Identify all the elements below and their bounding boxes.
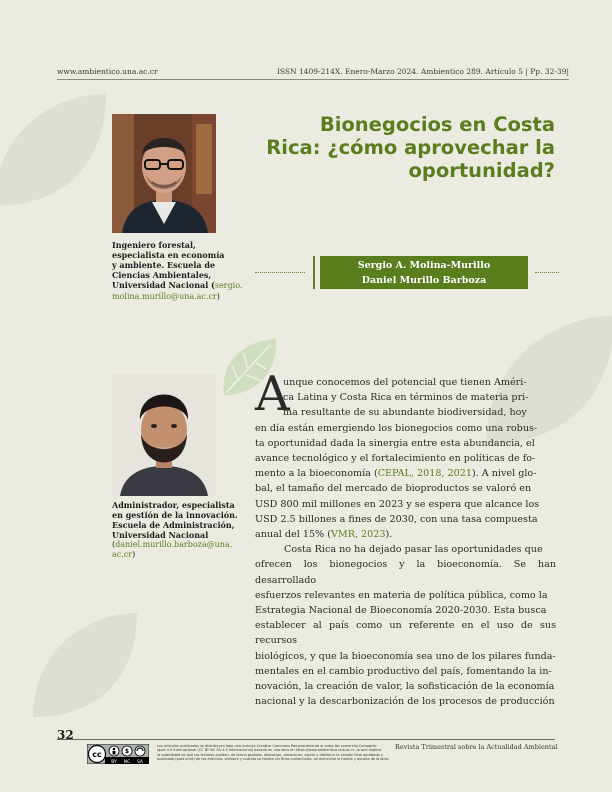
- background-leaf-icon: [20, 600, 150, 730]
- cc-nc-label: NC: [123, 760, 131, 764]
- article-title: [255, 113, 555, 182]
- text-span: anual del 15% (: [255, 529, 331, 541]
- author2-email-link[interactable]: daniel.murillo.barboza@una.: [115, 540, 233, 549]
- bio-line: y ambiente. Escuela de: [112, 260, 216, 270]
- text-line: ofrecen los bionegocios y la bioeconomía. Se han desarrollado: [255, 559, 556, 586]
- paragraph-1-indented: [283, 375, 556, 421]
- author2-email-link-cont[interactable]: ac.cr: [112, 550, 133, 559]
- text-line: en día están emergiendo los bionegocios como una robus-: [255, 422, 538, 434]
- page-number: 32: [57, 728, 74, 742]
- authors-dots-left: [255, 272, 305, 273]
- text-line: unque conocemos del potencial que tienen Améri-: [283, 377, 527, 388]
- bio-affiliation: Universidad Nacional (: [112, 280, 215, 290]
- bio-line: [112, 550, 262, 560]
- authors-dots-right: [535, 272, 559, 273]
- bio-line: Universidad Nacional: [112, 530, 209, 540]
- text-line: esfuerzos relevantes en materia de política pública, como la: [255, 589, 548, 601]
- bio-line: en gestión de la innovación.: [112, 510, 238, 520]
- bio-paren: (: [112, 540, 116, 549]
- text-line: establecer al país como un referente en el uso de sus recursos: [255, 620, 556, 647]
- authors-box: [320, 256, 528, 289]
- text-line: Costa Rica no ha dejado pasar las oportunidades que: [284, 544, 543, 556]
- text-line: avance tecnológico y el fortalecimiento en políticas de fo-: [255, 453, 536, 464]
- bio-line: [112, 291, 262, 302]
- header-divider: [57, 79, 569, 80]
- text-span: mento a la bioeconomía (: [255, 468, 378, 480]
- issue-info: ISSN 1409-214X. Enero-Marzo 2024. Ambientico 289. Artículo 5 | Pp. 32-39|: [276, 67, 569, 76]
- text-span: ).: [385, 529, 393, 541]
- text-line: USD 2.5 billones a fines de 2030, con una tasa compuesta: [255, 513, 538, 525]
- authors-accent-bar: [313, 256, 315, 289]
- cc-license-badge-icon[interactable]: [87, 744, 149, 764]
- text-line: novación, la creación de valor, la sofisticación de la economía: [255, 681, 555, 693]
- text-line: Estrategia Nacional de Bioeconomía 2020-2030. Esta busca: [255, 605, 547, 617]
- cc-by-label: BY: [111, 760, 117, 764]
- cc-mark: cc: [92, 750, 102, 759]
- license-line: Los artículos publicados se distribuyen bajo una licencia Creative Commons Reconocimiento al autor-No comercial-Compartir: [157, 744, 377, 748]
- bio-paren: ): [132, 550, 136, 559]
- bio-line: Escuela de Administración,: [112, 520, 235, 530]
- text-line: biológicos, y que la bioeconomía sea uno de los pilares funda-: [255, 650, 556, 662]
- author-name: Sergio A. Molina-Murillo: [357, 260, 491, 271]
- background-leaf-icon: [0, 80, 120, 220]
- text-line: bal, el tamaño del mercado de bioproductos se valoró en: [255, 483, 532, 495]
- author2-bio: [112, 500, 262, 560]
- title-line: Rica: ¿cómo aprovechar la: [266, 136, 555, 159]
- paragraph-1: [255, 421, 556, 710]
- author1-email-link-cont[interactable]: molina.murillo@una.ac.cr: [112, 292, 217, 301]
- journal-name: Revista Trimestral sobre la Actualidad Ambiental: [395, 743, 558, 751]
- bio-line: [112, 280, 262, 291]
- drop-cap: A: [255, 366, 290, 422]
- journal-website: www.ambientico.una.ac.cr: [57, 67, 158, 76]
- text-line: ta oportunidad dada la sinergia entre esta abundancia, el: [255, 437, 535, 449]
- citation-link[interactable]: VMR, 2023: [330, 529, 386, 541]
- svg-text:$: $: [124, 748, 130, 755]
- license-line: la posibilidad de que los lectores puedan, de forma gratuita, descargar, almacenar, copiar y distribuir la versión final aprobada y: [157, 752, 383, 757]
- author-name: Daniel Murillo Barboza: [361, 275, 487, 286]
- bio-line: [112, 540, 262, 550]
- bio-line: Ciencias Ambientales,: [112, 270, 212, 280]
- citation-link[interactable]: CEPAL, 2018, 2021: [377, 468, 472, 480]
- text-line: mentales en el cambio productivo del país, fomentando la in-: [255, 665, 552, 677]
- cc-sa-label: SA: [136, 760, 144, 764]
- footer-divider: [57, 739, 555, 740]
- running-header: [57, 67, 569, 76]
- author1-bio: [112, 240, 262, 302]
- text-line: USD 800 mil millones en 2023 y se espera que alcance los: [255, 498, 540, 510]
- bio-line: Administrador, especialista: [112, 500, 235, 510]
- text-span: ). A nivel glo-: [471, 468, 537, 480]
- license-notice: [157, 744, 392, 761]
- text-line: ca Latina y Costa Rica en términos de materia pri-: [283, 392, 529, 404]
- author1-email-link[interactable]: sergio.: [214, 281, 243, 290]
- license-line: publicada (post print) de los artículos, siempre y cuando se realice sin fines comerciales, se mencione la fuente y autoría de la obra.: [157, 756, 390, 761]
- bio-line: Ingeniero forestal,: [112, 240, 196, 250]
- author2-photo: [112, 374, 216, 496]
- text-line: [255, 527, 556, 542]
- bio-paren: ): [216, 292, 220, 301]
- license-line: igual 4.0 Internacional (CC BY NC SA 4.0 Internacional) basada en una obra en https://www.ambientico.una.ac.cr, lo que implica: [157, 748, 382, 753]
- title-line: Bionegocios en Costa: [319, 113, 555, 136]
- author1-photo: [112, 114, 216, 233]
- title-line: oportunidad?: [408, 159, 555, 182]
- text-line: nacional y la descarbonización de los procesos de producción: [255, 696, 555, 708]
- text-line: [255, 466, 556, 481]
- bio-line: especialista en economía: [112, 250, 225, 260]
- text-line: ma resultante de su abundante biodiversidad, hoy: [283, 407, 527, 419]
